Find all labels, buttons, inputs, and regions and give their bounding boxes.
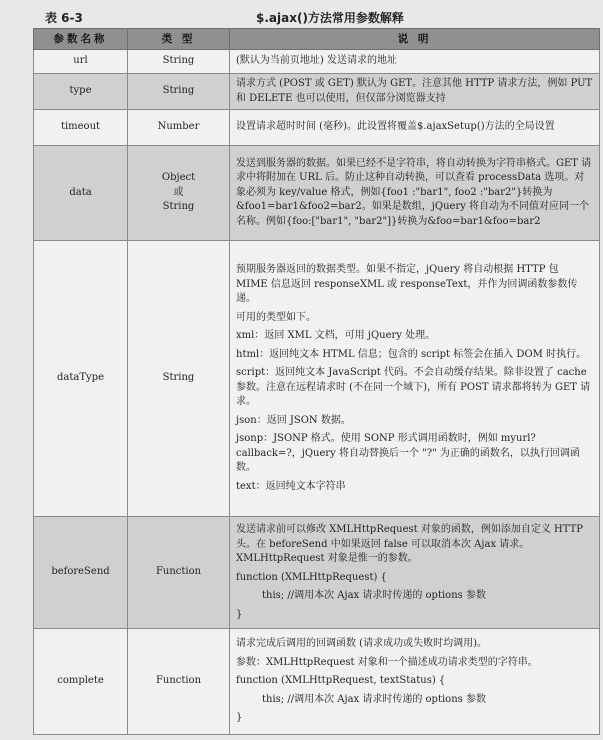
- type-line: String: [162, 201, 195, 213]
- table-row-complete: [34, 629, 600, 735]
- param-type: [128, 146, 230, 241]
- param-type: String: [128, 74, 230, 110]
- param-description: [230, 74, 600, 110]
- desc-line: 预期服务器返回的数据类型。如果不指定，jQuery 将自动根据 HTTP 包 MIME 信息返回 responseXML 或 responseText，并作为回调函数参数传递。: [236, 264, 578, 304]
- table-row-url: [34, 50, 600, 74]
- param-name: type: [34, 74, 128, 110]
- param-description: [230, 50, 600, 74]
- param-name: complete: [34, 629, 128, 735]
- header-description: 说 明: [230, 29, 600, 50]
- desc-line: 可用的类型如下。: [236, 311, 316, 323]
- table-row-data: [34, 146, 600, 241]
- desc-line: 请求方式 (POST 或 GET) 默认为 GET。注意其他 HTTP 请求方法，例如 PUT 和 DELETE 也可以使用，但仅部分浏览器支持: [236, 78, 593, 104]
- desc-line: script：返回纯文本 JavaScript 代码。不会自动缓存结果。除非设置了 cache 参数。注意在远程请求时 (不在同一个域下)，所有 POST 请求都将转为 GET 请求。: [236, 367, 591, 407]
- code-line: this; //调用本次 Ajax 请求时传递的 options 参数: [262, 590, 486, 601]
- param-type: String: [128, 241, 230, 517]
- param-name: timeout: [34, 110, 128, 146]
- param-description: [230, 241, 600, 517]
- ajax-params-table: [33, 28, 600, 735]
- table-row-beforesend: [34, 517, 600, 629]
- param-name: dataType: [34, 241, 128, 517]
- param-type: Function: [128, 517, 230, 629]
- param-name: data: [34, 146, 128, 241]
- desc-line: xml：返回 XML 文档，可用 jQuery 处理。: [236, 330, 436, 341]
- param-description: [230, 110, 600, 146]
- code-line: function (XMLHttpRequest) {: [236, 571, 387, 583]
- param-type: Number: [128, 110, 230, 146]
- desc-line: 设置请求超时时间 (毫秒)。此设置将覆盖$.ajaxSetup()方法的全局设置: [236, 121, 555, 133]
- param-name: url: [34, 50, 128, 74]
- param-description: [230, 629, 600, 735]
- param-type: Function: [128, 629, 230, 735]
- desc-line: 发送请求前可以修改 XMLHttpRequest 对象的函数，例如添加自定义 HTTP 头。在 beforeSend 中如果返回 false 可以取消本次 Ajax 请求。XMLHttpRequest 对象是惟一的参数。: [236, 524, 584, 564]
- desc-line: html：返回纯文本 HTML 信息；包含的 script 标签会在插入 DOM 时执行。: [236, 348, 587, 360]
- code-line: }: [236, 608, 243, 620]
- table-title: $.ajax()方法常用参数解释: [256, 11, 404, 25]
- param-description: [230, 517, 600, 629]
- type-line: Object: [161, 172, 196, 184]
- desc-line: (默认为当前页地址) 发送请求的地址: [236, 55, 397, 67]
- type-line: 或: [173, 186, 184, 198]
- table-number: 表 6-3: [45, 11, 83, 25]
- table-row-datatype: [34, 241, 600, 517]
- header-param-name: 参数名称: [34, 29, 128, 50]
- table-row-type: [34, 74, 600, 110]
- desc-line: 参数：XMLHttpRequest 对象和一个描述成功请求类型的字符串。: [236, 656, 538, 668]
- desc-line: text：返回纯文本字符串: [236, 480, 346, 492]
- code-line: this; //调用本次 Ajax 请求时传递的 options 参数: [262, 693, 486, 705]
- desc-line: 发送到服务器的数据。如果已经不是字符串，将自动转换为字符串格式。GET 请求中将附加在 URL 后。防止这种自动转换，可以查看 processData 选项。对象必须为 key/value 格式，例如{foo1 :"bar1", foo2 :"bar2"}转换为&foo1=bar1&foo2=bar2。如果是数组，jQuery 将自动为不同值对应同一个名称。例如{foo:["bar1", "bar2"]}转换为&foo=bar1&foo=bar2: [236, 157, 592, 227]
- desc-line: 请求完成后调用的回调函数 (请求成功或失败时均调用)。: [236, 638, 487, 650]
- param-type: String: [128, 50, 230, 74]
- table-row-timeout: [34, 110, 600, 146]
- code-line: function (XMLHttpRequest, textStatus) {: [236, 675, 446, 687]
- code-line: }: [236, 712, 243, 724]
- table-header-row: [34, 29, 600, 50]
- table-caption: [0, 0, 603, 26]
- param-description: [230, 146, 600, 241]
- param-name: beforeSend: [34, 517, 128, 629]
- desc-line: json：返回 JSON 数据。: [236, 414, 351, 426]
- header-type: 类 型: [128, 29, 230, 50]
- desc-line: jsonp：JSONP 格式。使用 SONP 形式调用函数时，例如 myurl?callback=?，jQuery 将自动替换后一个 "?" 为正确的函数名，以执行回调函数。: [236, 433, 580, 473]
